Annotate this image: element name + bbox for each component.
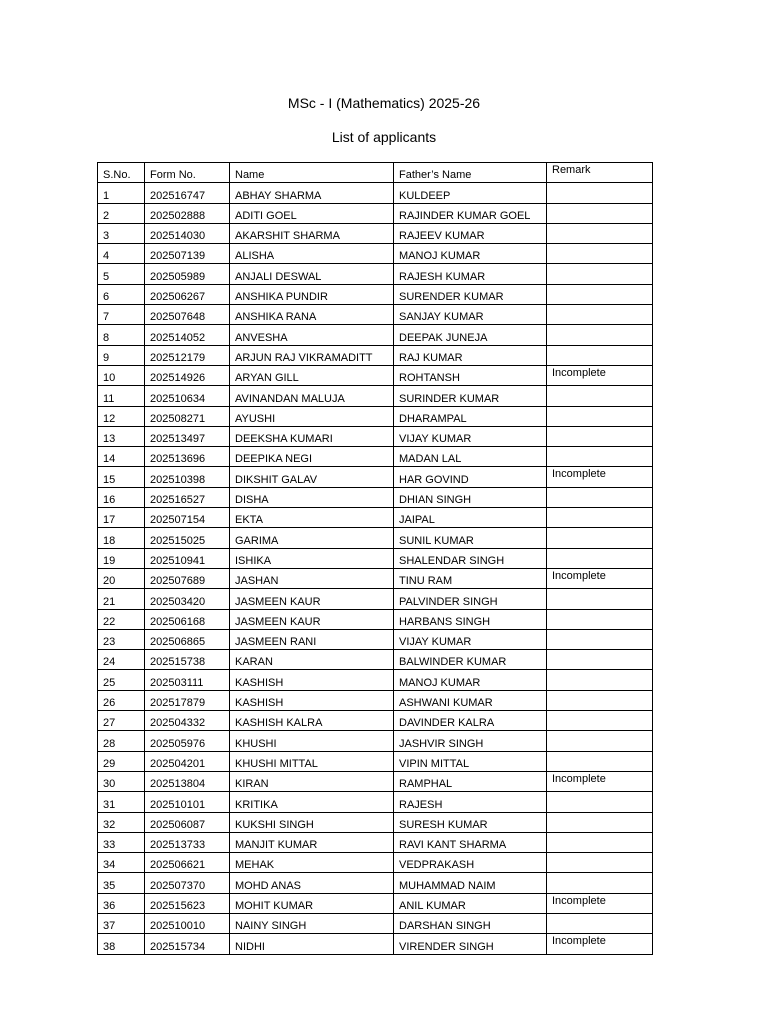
cell-father-name: ANIL KUMAR — [394, 893, 547, 913]
cell-remark: Incomplete — [547, 893, 653, 913]
cell-sno: 20 — [98, 568, 145, 588]
cell-name: ARJUN RAJ VIKRAMADITT — [230, 345, 394, 365]
cell-name: MEHAK — [230, 853, 394, 873]
header-father-name: Father’s Name — [394, 163, 547, 183]
cell-name: ABHAY SHARMA — [230, 183, 394, 203]
table-row — [98, 690, 653, 710]
cell-name: AYUSHI — [230, 406, 394, 426]
header-sno: S.No. — [98, 163, 145, 183]
cell-name: KRITIKA — [230, 792, 394, 812]
table-row — [98, 771, 653, 791]
cell-sno: 24 — [98, 650, 145, 670]
table-row — [98, 508, 653, 528]
cell-sno: 36 — [98, 893, 145, 913]
cell-father-name: MADAN LAL — [394, 447, 547, 467]
cell-remark — [547, 548, 653, 568]
cell-remark — [547, 650, 653, 670]
cell-name: ARYAN GILL — [230, 365, 394, 385]
cell-father-name: TINU RAM — [394, 568, 547, 588]
cell-father-name: SURENDER KUMAR — [394, 284, 547, 304]
table-row — [98, 711, 653, 731]
cell-name: KARAN — [230, 650, 394, 670]
cell-remark — [547, 183, 653, 203]
cell-father-name: RAJESH — [394, 792, 547, 812]
cell-name: MANJIT KUMAR — [230, 832, 394, 852]
cell-father-name: ASHWANI KUMAR — [394, 690, 547, 710]
cell-form-no: 202503111 — [145, 670, 230, 690]
cell-sno: 4 — [98, 244, 145, 264]
cell-sno: 26 — [98, 690, 145, 710]
cell-name: KIRAN — [230, 771, 394, 791]
table-row — [98, 528, 653, 548]
cell-form-no: 202507139 — [145, 244, 230, 264]
cell-name: DEEPIKA NEGI — [230, 447, 394, 467]
cell-sno: 5 — [98, 264, 145, 284]
cell-father-name: DHIAN SINGH — [394, 487, 547, 507]
cell-name: KHUSHI MITTAL — [230, 751, 394, 771]
cell-name: ADITI GOEL — [230, 203, 394, 223]
cell-form-no: 202506168 — [145, 609, 230, 629]
cell-form-no: 202505976 — [145, 731, 230, 751]
cell-sno: 28 — [98, 731, 145, 751]
cell-remark: Incomplete — [547, 934, 653, 954]
cell-remark — [547, 487, 653, 507]
cell-sno: 21 — [98, 589, 145, 609]
header-name: Name — [230, 163, 394, 183]
cell-remark — [547, 528, 653, 548]
cell-name: JASHAN — [230, 568, 394, 588]
cell-form-no: 202506087 — [145, 812, 230, 832]
cell-form-no: 202507648 — [145, 305, 230, 325]
cell-sno: 18 — [98, 528, 145, 548]
cell-name: KASHISH — [230, 670, 394, 690]
table-row — [98, 426, 653, 446]
cell-form-no: 202515738 — [145, 650, 230, 670]
cell-form-no: 202512179 — [145, 345, 230, 365]
cell-remark — [547, 264, 653, 284]
cell-sno: 35 — [98, 873, 145, 893]
cell-father-name: HARBANS SINGH — [394, 609, 547, 629]
cell-remark — [547, 386, 653, 406]
cell-sno: 22 — [98, 609, 145, 629]
cell-father-name: RAJ KUMAR — [394, 345, 547, 365]
table-header-row — [98, 163, 653, 183]
document-subtitle: List of applicants — [331, 129, 437, 145]
cell-form-no: 202514030 — [145, 223, 230, 243]
cell-remark — [547, 711, 653, 731]
cell-name: ANSHIKA PUNDIR — [230, 284, 394, 304]
cell-name: AVINANDAN MALUJA — [230, 386, 394, 406]
cell-form-no: 202506267 — [145, 284, 230, 304]
cell-remark — [547, 223, 653, 243]
cell-name: DIKSHIT GALAV — [230, 467, 394, 487]
cell-remark — [547, 873, 653, 893]
table-row — [98, 873, 653, 893]
cell-remark: Incomplete — [547, 365, 653, 385]
cell-name: ANJALI DESWAL — [230, 264, 394, 284]
cell-form-no: 202502888 — [145, 203, 230, 223]
table-row — [98, 589, 653, 609]
cell-sno: 13 — [98, 426, 145, 446]
cell-name: DEEKSHA KUMARI — [230, 426, 394, 446]
cell-remark — [547, 913, 653, 933]
cell-sno: 16 — [98, 487, 145, 507]
cell-name: ISHIKA — [230, 548, 394, 568]
table-row — [98, 447, 653, 467]
cell-form-no: 202516527 — [145, 487, 230, 507]
table-row — [98, 345, 653, 365]
cell-father-name: VIJAY KUMAR — [394, 426, 547, 446]
cell-remark — [547, 792, 653, 812]
cell-form-no: 202510398 — [145, 467, 230, 487]
cell-father-name: SANJAY KUMAR — [394, 305, 547, 325]
table-row — [98, 568, 653, 588]
cell-sno: 37 — [98, 913, 145, 933]
cell-sno: 8 — [98, 325, 145, 345]
document-title: MSc - I (Mathematics) 2025-26 — [287, 95, 481, 111]
cell-father-name: RAVI KANT SHARMA — [394, 832, 547, 852]
cell-remark — [547, 203, 653, 223]
cell-name: JASMEEN KAUR — [230, 589, 394, 609]
cell-form-no: 202507154 — [145, 508, 230, 528]
cell-sno: 14 — [98, 447, 145, 467]
cell-form-no: 202513696 — [145, 447, 230, 467]
cell-remark — [547, 812, 653, 832]
cell-name: ALISHA — [230, 244, 394, 264]
cell-sno: 30 — [98, 771, 145, 791]
cell-remark — [547, 751, 653, 771]
applicants-table — [97, 162, 653, 955]
table-row — [98, 670, 653, 690]
cell-form-no: 202515734 — [145, 934, 230, 954]
cell-father-name: MUHAMMAD NAIM — [394, 873, 547, 893]
cell-sno: 6 — [98, 284, 145, 304]
cell-father-name: BALWINDER KUMAR — [394, 650, 547, 670]
cell-form-no: 202514926 — [145, 365, 230, 385]
cell-remark — [547, 690, 653, 710]
table-row — [98, 244, 653, 264]
cell-father-name: RAJESH KUMAR — [394, 264, 547, 284]
cell-form-no: 202506865 — [145, 629, 230, 649]
cell-father-name: DAVINDER KALRA — [394, 711, 547, 731]
table-row — [98, 650, 653, 670]
cell-form-no: 202506621 — [145, 853, 230, 873]
cell-form-no: 202510010 — [145, 913, 230, 933]
cell-sno: 27 — [98, 711, 145, 731]
cell-name: EKTA — [230, 508, 394, 528]
table-row — [98, 548, 653, 568]
cell-form-no: 202507370 — [145, 873, 230, 893]
cell-remark — [547, 345, 653, 365]
table-row — [98, 284, 653, 304]
cell-father-name: SUNIL KUMAR — [394, 528, 547, 548]
cell-remark — [547, 629, 653, 649]
cell-name: GARIMA — [230, 528, 394, 548]
table-row — [98, 751, 653, 771]
cell-sno: 33 — [98, 832, 145, 852]
table-row — [98, 365, 653, 385]
cell-name: KHUSHI — [230, 731, 394, 751]
cell-form-no: 202513497 — [145, 426, 230, 446]
table-row — [98, 812, 653, 832]
table-row — [98, 223, 653, 243]
cell-sno: 15 — [98, 467, 145, 487]
cell-name: JASMEEN RANI — [230, 629, 394, 649]
cell-father-name: KULDEEP — [394, 183, 547, 203]
cell-form-no: 202504201 — [145, 751, 230, 771]
cell-father-name: MANOJ KUMAR — [394, 670, 547, 690]
cell-remark — [547, 731, 653, 751]
cell-father-name: SURESH KUMAR — [394, 812, 547, 832]
table-row — [98, 792, 653, 812]
cell-remark — [547, 589, 653, 609]
cell-remark: Incomplete — [547, 771, 653, 791]
cell-sno: 2 — [98, 203, 145, 223]
cell-name: NIDHI — [230, 934, 394, 954]
cell-father-name: RAJINDER KUMAR GOEL — [394, 203, 547, 223]
table-row — [98, 386, 653, 406]
cell-name: ANSHIKA RANA — [230, 305, 394, 325]
cell-sno: 9 — [98, 345, 145, 365]
cell-remark — [547, 284, 653, 304]
cell-name: JASMEEN KAUR — [230, 609, 394, 629]
cell-form-no: 202508271 — [145, 406, 230, 426]
cell-sno: 12 — [98, 406, 145, 426]
cell-sno: 11 — [98, 386, 145, 406]
cell-father-name: SHALENDAR SINGH — [394, 548, 547, 568]
cell-name: KASHISH KALRA — [230, 711, 394, 731]
cell-name: NAINY SINGH — [230, 913, 394, 933]
cell-father-name: DEEPAK JUNEJA — [394, 325, 547, 345]
header-remark: Remark — [547, 163, 653, 183]
cell-father-name: PALVINDER SINGH — [394, 589, 547, 609]
cell-sno: 7 — [98, 305, 145, 325]
table-row — [98, 487, 653, 507]
cell-father-name: SURINDER KUMAR — [394, 386, 547, 406]
cell-remark — [547, 305, 653, 325]
table-row — [98, 629, 653, 649]
cell-father-name: HAR GOVIND — [394, 467, 547, 487]
cell-father-name: RAJEEV KUMAR — [394, 223, 547, 243]
cell-remark — [547, 508, 653, 528]
table-row — [98, 325, 653, 345]
cell-remark: Incomplete — [547, 568, 653, 588]
cell-remark: Incomplete — [547, 467, 653, 487]
cell-sno: 38 — [98, 934, 145, 954]
cell-form-no: 202513733 — [145, 832, 230, 852]
cell-remark — [547, 832, 653, 852]
cell-form-no: 202510101 — [145, 792, 230, 812]
cell-name: MOHD ANAS — [230, 873, 394, 893]
cell-form-no: 202517879 — [145, 690, 230, 710]
cell-sno: 1 — [98, 183, 145, 203]
table-body — [98, 183, 653, 954]
cell-remark — [547, 853, 653, 873]
cell-sno: 17 — [98, 508, 145, 528]
cell-form-no: 202504332 — [145, 711, 230, 731]
cell-name: MOHIT KUMAR — [230, 893, 394, 913]
cell-father-name: VEDPRAKASH — [394, 853, 547, 873]
table-row — [98, 305, 653, 325]
cell-remark — [547, 609, 653, 629]
cell-sno: 19 — [98, 548, 145, 568]
cell-remark — [547, 325, 653, 345]
cell-remark — [547, 447, 653, 467]
cell-remark — [547, 244, 653, 264]
cell-father-name: JAIPAL — [394, 508, 547, 528]
cell-sno: 25 — [98, 670, 145, 690]
table-row — [98, 609, 653, 629]
cell-father-name: DHARAMPAL — [394, 406, 547, 426]
cell-form-no: 202510941 — [145, 548, 230, 568]
table-row — [98, 934, 653, 954]
table-row — [98, 183, 653, 203]
cell-sno: 32 — [98, 812, 145, 832]
cell-father-name: DARSHAN SINGH — [394, 913, 547, 933]
cell-father-name: VIJAY KUMAR — [394, 629, 547, 649]
table-row — [98, 406, 653, 426]
table-row — [98, 731, 653, 751]
cell-father-name: JASHVIR SINGH — [394, 731, 547, 751]
cell-form-no: 202507689 — [145, 568, 230, 588]
cell-sno: 23 — [98, 629, 145, 649]
cell-remark — [547, 406, 653, 426]
cell-form-no: 202503420 — [145, 589, 230, 609]
table-row — [98, 203, 653, 223]
cell-remark — [547, 426, 653, 446]
table-row — [98, 467, 653, 487]
table-row — [98, 832, 653, 852]
cell-form-no: 202514052 — [145, 325, 230, 345]
cell-form-no: 202515025 — [145, 528, 230, 548]
cell-sno: 29 — [98, 751, 145, 771]
cell-sno: 31 — [98, 792, 145, 812]
cell-name: KUKSHI SINGH — [230, 812, 394, 832]
cell-sno: 34 — [98, 853, 145, 873]
cell-father-name: ROHTANSH — [394, 365, 547, 385]
cell-sno: 10 — [98, 365, 145, 385]
table-row — [98, 853, 653, 873]
cell-form-no: 202513804 — [145, 771, 230, 791]
table-row — [98, 893, 653, 913]
cell-form-no: 202516747 — [145, 183, 230, 203]
cell-father-name: MANOJ KUMAR — [394, 244, 547, 264]
cell-name: ANVESHA — [230, 325, 394, 345]
cell-sno: 3 — [98, 223, 145, 243]
header-form-no: Form No. — [145, 163, 230, 183]
table-row — [98, 264, 653, 284]
cell-form-no: 202510634 — [145, 386, 230, 406]
table-row — [98, 913, 653, 933]
cell-name: KASHISH — [230, 690, 394, 710]
cell-form-no: 202515623 — [145, 893, 230, 913]
cell-name: DISHA — [230, 487, 394, 507]
cell-father-name: RAMPHAL — [394, 771, 547, 791]
cell-name: AKARSHIT SHARMA — [230, 223, 394, 243]
cell-form-no: 202505989 — [145, 264, 230, 284]
cell-remark — [547, 670, 653, 690]
cell-father-name: VIPIN MITTAL — [394, 751, 547, 771]
cell-father-name: VIRENDER SINGH — [394, 934, 547, 954]
